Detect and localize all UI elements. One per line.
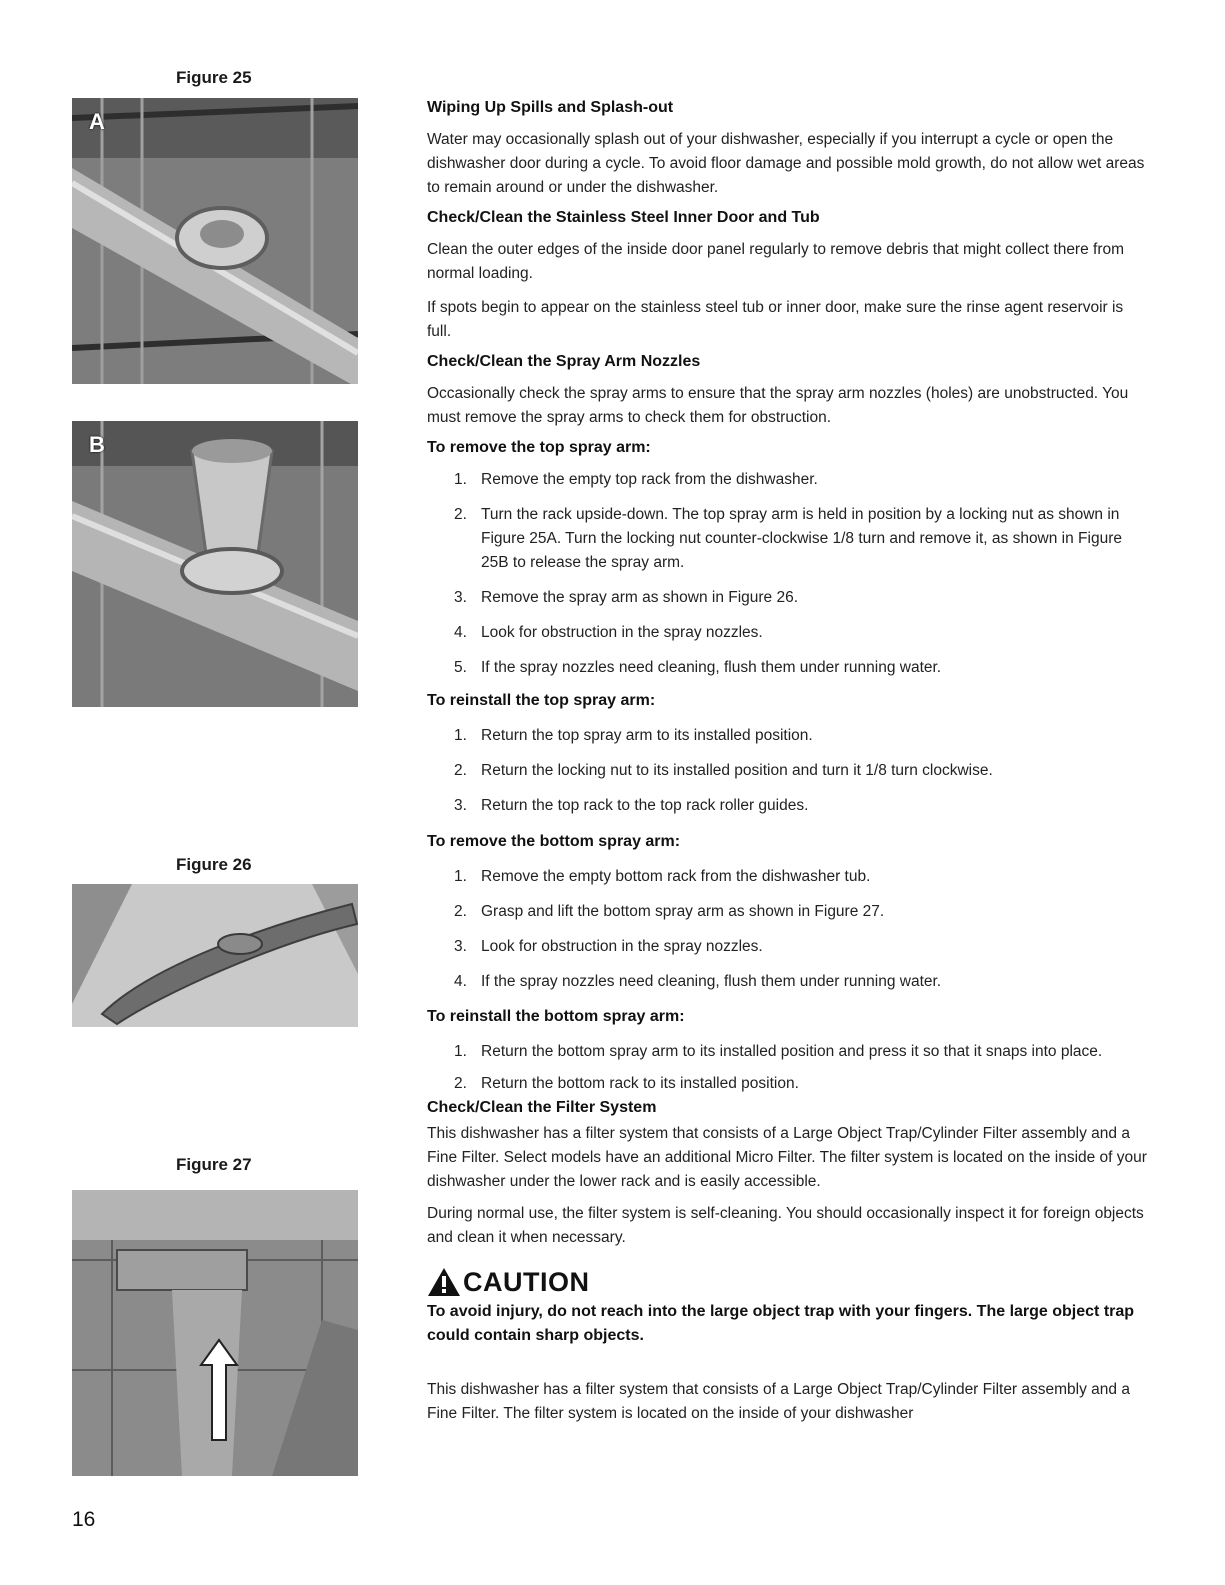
step-number: 4. xyxy=(454,624,467,641)
list-item xyxy=(427,865,1147,889)
step-number: 3. xyxy=(454,938,467,955)
list-item xyxy=(427,759,1147,783)
remove-bottom-steps xyxy=(427,865,1147,994)
step-text: If the spray nozzles need cleaning, flush them under running water. xyxy=(481,973,942,990)
caution-text: To avoid injury, do not reach into the large object trap with your fingers. The large object trap could contain sharp objects. xyxy=(427,1303,1135,1344)
warning-triangle-icon xyxy=(427,1267,461,1297)
step-number: 2. xyxy=(454,762,467,779)
list-item xyxy=(427,656,1147,680)
filter-final-text: This dishwasher has a filter system that consists of a Large Object Trap/Cylinder Filter assembly and a Fine Filter. The filter system is located on the inside of your dishwasher xyxy=(427,1381,1130,1422)
stainless-door-text-1: Clean the outer edges of the inside door panel regularly to remove debris that might collect there from normal loading. xyxy=(427,241,1125,282)
step-number: 1. xyxy=(454,471,467,488)
list-item xyxy=(427,503,1147,575)
step-text: If the spray nozzles need cleaning, flush them under running water. xyxy=(481,659,942,676)
step-number: 2. xyxy=(454,1075,467,1092)
step-text: Remove the empty bottom rack from the dishwasher tub. xyxy=(481,868,871,885)
figure-25a-photo xyxy=(72,98,358,384)
list-item xyxy=(427,970,1147,994)
stainless-door-text-2: If spots begin to appear on the stainless steel tub or inner door, make sure the rinse agent reservoir is full. xyxy=(427,299,1124,340)
main-content xyxy=(427,96,1147,1426)
list-item xyxy=(427,621,1147,645)
caution-heading xyxy=(427,1264,1147,1300)
step-number: 1. xyxy=(454,727,467,744)
heading-filter-system: Check/Clean the Filter System xyxy=(427,1099,657,1116)
list-item xyxy=(427,900,1147,924)
figure-25b-photo xyxy=(72,421,358,707)
step-number: 1. xyxy=(454,1043,467,1060)
figure-25a-badge: A xyxy=(89,109,105,134)
filter-system-text-1: This dishwasher has a filter system that consists of a Large Object Trap/Cylinder Filter assembly and a Fine Filter. Select models have an additional Micro Filter. The filter system is located on the inside of your dishwasher under the lower rack and is easily accessible. xyxy=(427,1125,1147,1190)
step-text: Return the top spray arm to its installed position. xyxy=(481,727,813,744)
step-number: 5. xyxy=(454,659,467,676)
step-number: 2. xyxy=(454,506,467,523)
step-text: Grasp and lift the bottom spray arm as shown in Figure 27. xyxy=(481,903,885,920)
step-text: Remove the empty top rack from the dishwasher. xyxy=(481,471,818,488)
list-item xyxy=(427,935,1147,959)
step-number: 1. xyxy=(454,868,467,885)
figure-27-label: Figure 27 xyxy=(176,1155,252,1174)
filter-system-text-2: During normal use, the filter system is self-cleaning. You should occasionally inspect it for foreign objects and clean it when necessary. xyxy=(427,1205,1144,1246)
step-number: 3. xyxy=(454,589,467,606)
spray-arm-nozzles-text: Occasionally check the spray arms to ensure that the spray arm nozzles (holes) are unobstructed. You must remove the spray arms to check them for obstruction. xyxy=(427,385,1129,426)
list-item xyxy=(427,794,1147,818)
step-text: Turn the rack upside-down. The top spray arm is held in position by a locking nut as shown in Figure 25A. Turn the locking nut counter-clockwise 1/8 turn and remove it, as shown in Figure 25B to release the spray arm. xyxy=(481,506,1122,571)
step-text: Look for obstruction in the spray nozzles. xyxy=(481,938,763,955)
heading-stainless-door: Check/Clean the Stainless Steel Inner Door and Tub xyxy=(427,209,820,226)
heading-remove-top-spray-arm: To remove the top spray arm: xyxy=(427,439,651,456)
step-text: Return the top rack to the top rack roller guides. xyxy=(481,797,809,814)
page-number: 16 xyxy=(72,1508,96,1531)
list-item xyxy=(427,1040,1147,1064)
step-text: Look for obstruction in the spray nozzles. xyxy=(481,624,763,641)
step-number: 3. xyxy=(454,797,467,814)
remove-top-steps xyxy=(427,468,1147,680)
heading-wiping-spills: Wiping Up Spills and Splash-out xyxy=(427,99,674,116)
step-text: Remove the spray arm as shown in Figure 26. xyxy=(481,589,799,606)
reinstall-top-steps xyxy=(427,724,1147,818)
step-text: Return the locking nut to its installed position and turn it 1/8 turn clockwise. xyxy=(481,762,993,779)
list-item xyxy=(427,1072,1147,1096)
reinstall-bottom-steps xyxy=(427,1040,1147,1096)
figure-25b-badge: B xyxy=(89,432,105,457)
list-item xyxy=(427,586,1147,610)
list-item xyxy=(427,468,1147,492)
step-number: 2. xyxy=(454,903,467,920)
list-item xyxy=(427,724,1147,748)
heading-spray-arm-nozzles: Check/Clean the Spray Arm Nozzles xyxy=(427,353,701,370)
step-text: Return the bottom spray arm to its installed position and press it so that it snaps into place. xyxy=(481,1043,1103,1060)
heading-remove-bottom-spray-arm: To remove the bottom spray arm: xyxy=(427,833,681,850)
heading-reinstall-top-spray-arm: To reinstall the top spray arm: xyxy=(427,692,656,709)
caution-title: CAUTION xyxy=(463,1267,590,1297)
figure-25-label: Figure 25 xyxy=(176,68,252,87)
figure-26-photo xyxy=(72,884,358,1027)
heading-reinstall-bottom-spray-arm: To reinstall the bottom spray arm: xyxy=(427,1008,685,1025)
figure-27-photo xyxy=(72,1190,358,1476)
step-text: Return the bottom rack to its installed position. xyxy=(481,1075,799,1092)
wiping-spills-text: Water may occasionally splash out of your dishwasher, especially if you interrupt a cycle or open the dishwasher door during a cycle. To avoid floor damage and possible mold growth, do not allow wet areas to remain around or under the dishwasher. xyxy=(427,131,1145,196)
figure-26-label: Figure 26 xyxy=(176,855,252,874)
step-number: 4. xyxy=(454,973,467,990)
